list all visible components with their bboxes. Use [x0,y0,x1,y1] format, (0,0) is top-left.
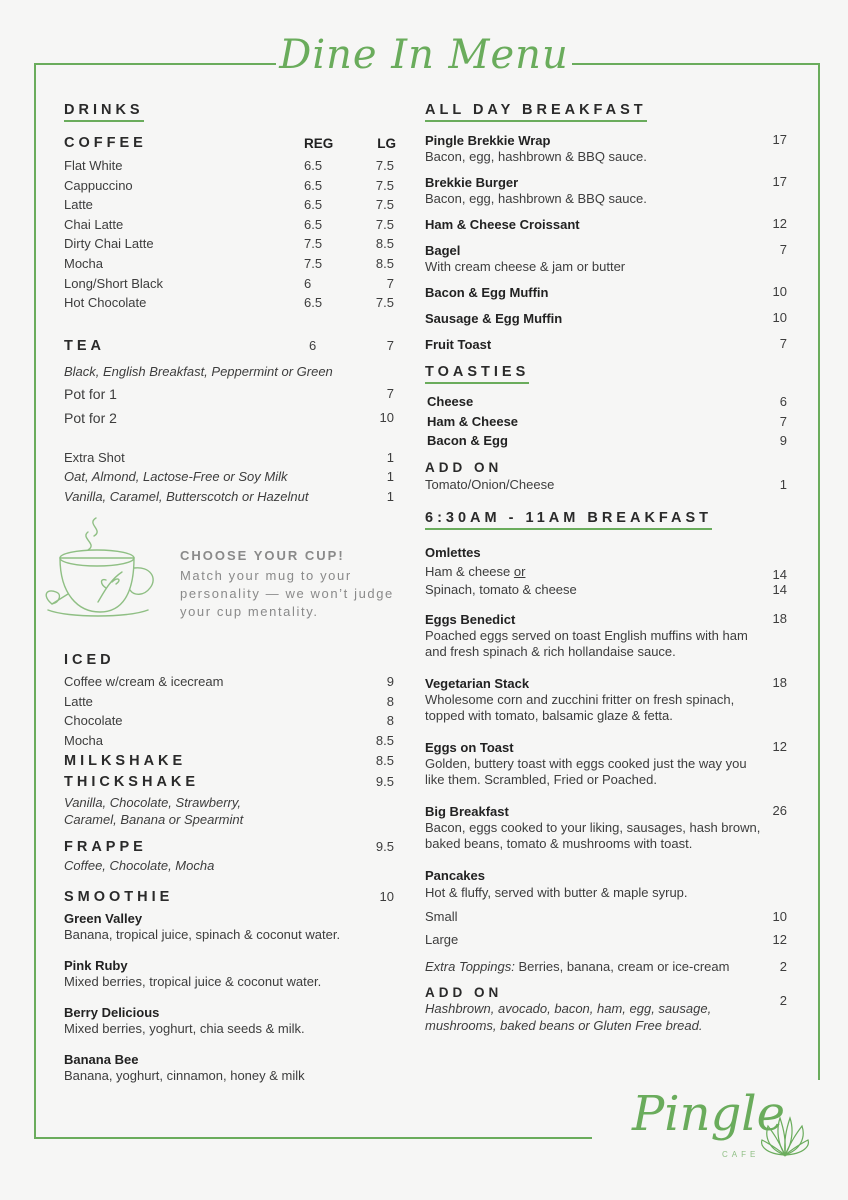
breakfast-addon [425,985,789,1034]
frappe-row [64,838,396,857]
all-day-desc: Bacon, egg, hashbrown & BBQ sauce. [425,149,647,164]
coffee-row [64,176,396,196]
right-column [425,100,789,1040]
tea-header [64,337,396,359]
smoothie-desc: Banana, yoghurt, cinnamon, honey & milk [64,1068,305,1084]
all-day-name: Sausage & Egg Muffin [425,311,563,326]
toastie-price: 9 [779,433,787,449]
milkshake-price: 8.5 [375,753,394,769]
breakfast-desc: Poached eggs served on toast English muffins with ham and fresh spinach & rich hollandaise sauce. [425,628,748,660]
all-day-item [425,216,789,233]
milkshake-row [64,752,396,773]
pot-row [64,382,396,406]
breakfast-addon-heading: ADD ON [425,984,503,1000]
drinks-heading: DRINKS [64,102,144,122]
tea-reg-price: 6 [309,337,317,353]
breakfast-name: Big Breakfast [425,804,509,820]
coffee-row [64,215,396,235]
extra-name: Oat, Almond, Lactose-Free or Soy Milk [64,469,288,485]
pancake-toppings-label: Extra Toppings: [425,959,515,975]
pancake-size-price: 10 [772,909,787,925]
iced-heading: ICED [64,652,115,668]
iced-list [64,672,396,750]
extra-name: Vanilla, Caramel, Butterscotch or Hazelnut [64,488,309,504]
breakfast-item [425,675,787,724]
coffee-row [64,274,396,294]
toastie-name: Bacon & Egg [427,433,508,449]
choose-cup-note [38,514,398,624]
frappe-flavours: Coffee, Chocolate, Mocha [64,858,215,874]
breakfast-price: 12 [772,739,787,755]
logo-name: Pingle [632,1086,786,1142]
all-day-desc: With cream cheese & jam or butter [425,259,626,274]
breakfast-item [425,611,787,660]
extra-row [64,467,396,487]
pancake-size-name: Large [425,932,459,948]
coffee-reg-price: 7.5 [304,255,323,271]
pancake-toppings: Berries, banana, cream or ice-cream [514,959,730,975]
breakfast-addon-price: 2 [779,992,787,1008]
thickshake-price: 9.5 [375,774,394,790]
iced-row [64,672,396,692]
smoothie-name: Banana Bee [64,1052,139,1068]
pancake-size-price: 12 [772,932,787,948]
pot-row [64,406,396,430]
smoothie-name: Green Valley [64,911,143,927]
omelette-option-2-price: 14 [772,582,787,598]
thickshake-row [64,773,396,794]
pancake-size-name: Small [425,909,458,925]
smoothie-item [64,1051,396,1084]
all-day-list [425,132,789,353]
all-day-heading: ALL DAY BREAKFAST [425,102,647,122]
extra-price: 1 [386,449,394,465]
iced-name: Coffee w/cream & icecream [64,674,224,689]
all-day-price: 12 [772,216,787,231]
breakfast-desc: Golden, buttery toast with eggs cooked just the way you like them. Scrambled, Fried or Poached. [425,756,747,788]
toastie-price: 7 [779,413,787,429]
coffee-header [64,134,396,156]
toasties-addon-heading: ADD ON [425,459,503,475]
pot-price: 7 [386,385,394,401]
omelettes-name: Omlettes [425,545,481,561]
all-day-name: Fruit Toast [425,337,492,352]
all-day-price: 7 [779,242,787,257]
coffee-lg-price: 7.5 [375,177,394,193]
pancake-toppings-row [425,957,789,977]
smoothie-name: Berry Delicious [64,1005,160,1021]
coffee-lg-price: 8.5 [375,255,394,271]
coffee-lg-price: 7.5 [375,197,394,213]
smoothie-row [64,888,396,908]
breakfast-price: 18 [772,611,787,627]
omelette-option-1 [425,563,789,581]
all-day-item [425,174,789,207]
all-day-desc: Bacon, egg, hashbrown & BBQ sauce. [425,191,647,206]
left-lower-column [64,652,396,1098]
all-day-name: Bagel [425,243,461,258]
coffee-reg-price: 6.5 [304,216,323,232]
coffee-name: Dirty Chai Latte [64,236,154,252]
extras-list [64,448,396,507]
all-day-price: 10 [772,310,787,325]
pancake-toppings-price: 2 [779,959,787,975]
smoothie-item [64,1004,396,1037]
smoothie-desc: Mixed berries, yoghurt, chia seeds & milk. [64,1021,305,1037]
coffee-reg-price: 6.5 [304,158,323,173]
iced-price: 8 [386,693,394,709]
toasties-list [425,392,789,451]
pancakes-name: Pancakes [425,868,485,884]
breakfast-item [425,739,787,788]
breakfast-price: 18 [772,675,787,691]
pingle-logo [592,1080,822,1176]
extra-name: Extra Shot [64,449,125,465]
coffee-reg-price: 6.5 [304,177,323,193]
choose-cup-title: CHOOSE YOUR CUP! [180,548,345,563]
pot-list [64,382,396,430]
milkshake-heading: MILKSHAKE [64,753,187,770]
smoothie-item [64,910,396,943]
smoothie-desc: Mixed berries, tropical juice & coconut water. [64,974,322,990]
coffee-list [64,156,396,313]
coffee-name: Cappuccino [64,177,133,193]
coffee-name: Mocha [64,255,104,271]
toasties-addon-row [425,475,789,495]
pancake-size-row [425,928,789,951]
coffee-name: Latte [64,197,93,213]
extra-row [64,448,396,468]
coffee-row [64,293,396,313]
choose-cup-desc: Match your mug to your personality — we won’t judge your cup mentality. [180,568,394,619]
breakfast-desc: Bacon, eggs cooked to your liking, sausages, hash brown, baked beans, tomato & mushrooms with toast. [425,820,761,852]
teacup-illustration [38,514,158,624]
iced-name: Chocolate [64,713,123,729]
breakfast-item [425,803,787,852]
extra-row [64,487,396,507]
smoothie-desc: Banana, tropical juice, spinach & coconut water. [64,927,341,943]
smoothie-heading: SMOOTHIE [64,889,174,906]
coffee-heading: COFFEE [64,135,147,151]
coffee-row [64,234,396,254]
coffee-lg-price: 8.5 [375,236,394,252]
toastie-name: Cheese [427,394,474,409]
omelettes-item [425,544,789,599]
coffee-row [64,156,396,176]
coffee-name: Hot Chocolate [64,295,147,311]
coffee-name: Flat White [64,158,123,173]
breakfast-list [425,611,789,852]
all-day-price: 7 [779,336,787,351]
extra-price: 1 [386,469,394,485]
iced-name: Mocha [64,732,104,748]
coffee-reg-price: 7.5 [304,236,323,252]
all-day-item [425,242,789,275]
coffee-lg-price: 7 [386,275,394,291]
coffee-lg-price: 7.5 [375,158,394,173]
all-day-name: Brekkie Burger [425,175,519,190]
pot-name: Pot for 1 [64,385,117,402]
pancakes-item [425,867,789,977]
iced-row [64,711,396,731]
toastie-name: Ham & Cheese [427,413,519,429]
iced-name: Latte [64,693,93,709]
iced-price: 8.5 [375,732,394,748]
thickshake-heading: THICKSHAKE [64,774,200,791]
frappe-price: 9.5 [375,839,394,855]
lg-header: LG [377,136,396,151]
breakfast-name: Vegetarian Stack [425,676,530,692]
smoothie-list [64,910,396,1084]
all-day-price: 17 [772,174,787,189]
coffee-reg-price: 6.5 [304,295,323,311]
frappe-heading: FRAPPE [64,839,147,856]
pot-price: 10 [379,409,394,425]
smoothie-price: 10 [379,889,394,905]
coffee-name: Long/Short Black [64,275,164,291]
coffee-name: Chai Latte [64,216,124,232]
all-day-item [425,132,789,165]
all-day-name: Pingle Brekkie Wrap [425,133,551,148]
iced-row [64,731,396,751]
reg-header: REG [304,136,334,151]
menu-title: Dine In Menu [276,14,572,96]
all-day-item [425,336,789,353]
coffee-reg-price: 6 [304,275,312,291]
iced-row [64,692,396,712]
all-day-item [425,310,789,327]
toastie-row [427,392,789,412]
toastie-row [427,412,789,432]
logo-sub: CAFE [722,1150,760,1159]
omelette-option-1-name: Ham & cheese [425,564,511,580]
coffee-reg-price: 6.5 [304,197,323,213]
coffee-lg-price: 7.5 [375,216,394,232]
breakfast-name: Eggs on Toast [425,740,514,756]
flower-icon [760,1110,810,1160]
coffee-row [64,254,396,274]
iced-price: 9 [386,674,394,689]
coffee-lg-price: 7.5 [375,295,394,311]
all-day-name: Bacon & Egg Muffin [425,285,549,300]
all-day-name: Ham & Cheese Croissant [425,217,580,232]
toastie-price: 6 [779,394,787,409]
breakfast-heading: 6:30AM - 11AM BREAKFAST [425,510,712,530]
smoothie-name: Pink Ruby [64,958,128,974]
pot-name: Pot for 2 [64,409,117,426]
extra-price: 1 [386,488,394,504]
iced-price: 8 [386,713,394,729]
all-day-item [425,284,789,301]
left-column [64,100,396,507]
all-day-price: 10 [772,284,787,299]
breakfast-desc: Wholesome corn and zucchini fritter on fresh spinach, topped with tomato, balsamic glaze & fetta. [425,692,735,724]
tea-heading: TEA [64,337,105,354]
thickshake-flavours: Vanilla, Chocolate, Strawberry, Caramel, Banana or Spearmint [64,795,244,828]
omelette-option-1-price: 14 [772,567,787,583]
omelette-option-2-name: Spinach, tomato & cheese [425,582,577,598]
pancakes-desc: Hot & fluffy, served with butter & maple syrup. [425,885,688,901]
smoothie-item [64,957,396,990]
breakfast-price: 26 [772,803,787,819]
omelette-option-2 [425,581,789,599]
toasties-addon-price: 1 [779,476,787,492]
coffee-row [64,195,396,215]
toasties-addon-name: Tomato/Onion/Cheese [425,476,555,492]
pancake-size-row [425,905,789,928]
tea-lg-price: 7 [386,337,394,353]
toasties-heading: TOASTIES [425,364,529,384]
breakfast-name: Eggs Benedict [425,612,516,628]
pancake-sizes [425,905,789,951]
toastie-row [427,431,789,451]
omelette-or: or [513,564,526,580]
all-day-price: 17 [772,132,787,147]
tea-note: Black, English Breakfast, Peppermint or Green [64,363,333,379]
breakfast-addon-desc: Hashbrown, avocado, bacon, ham, egg, sausage, mushrooms, baked beans or Gluten Free bread. [425,1000,712,1033]
